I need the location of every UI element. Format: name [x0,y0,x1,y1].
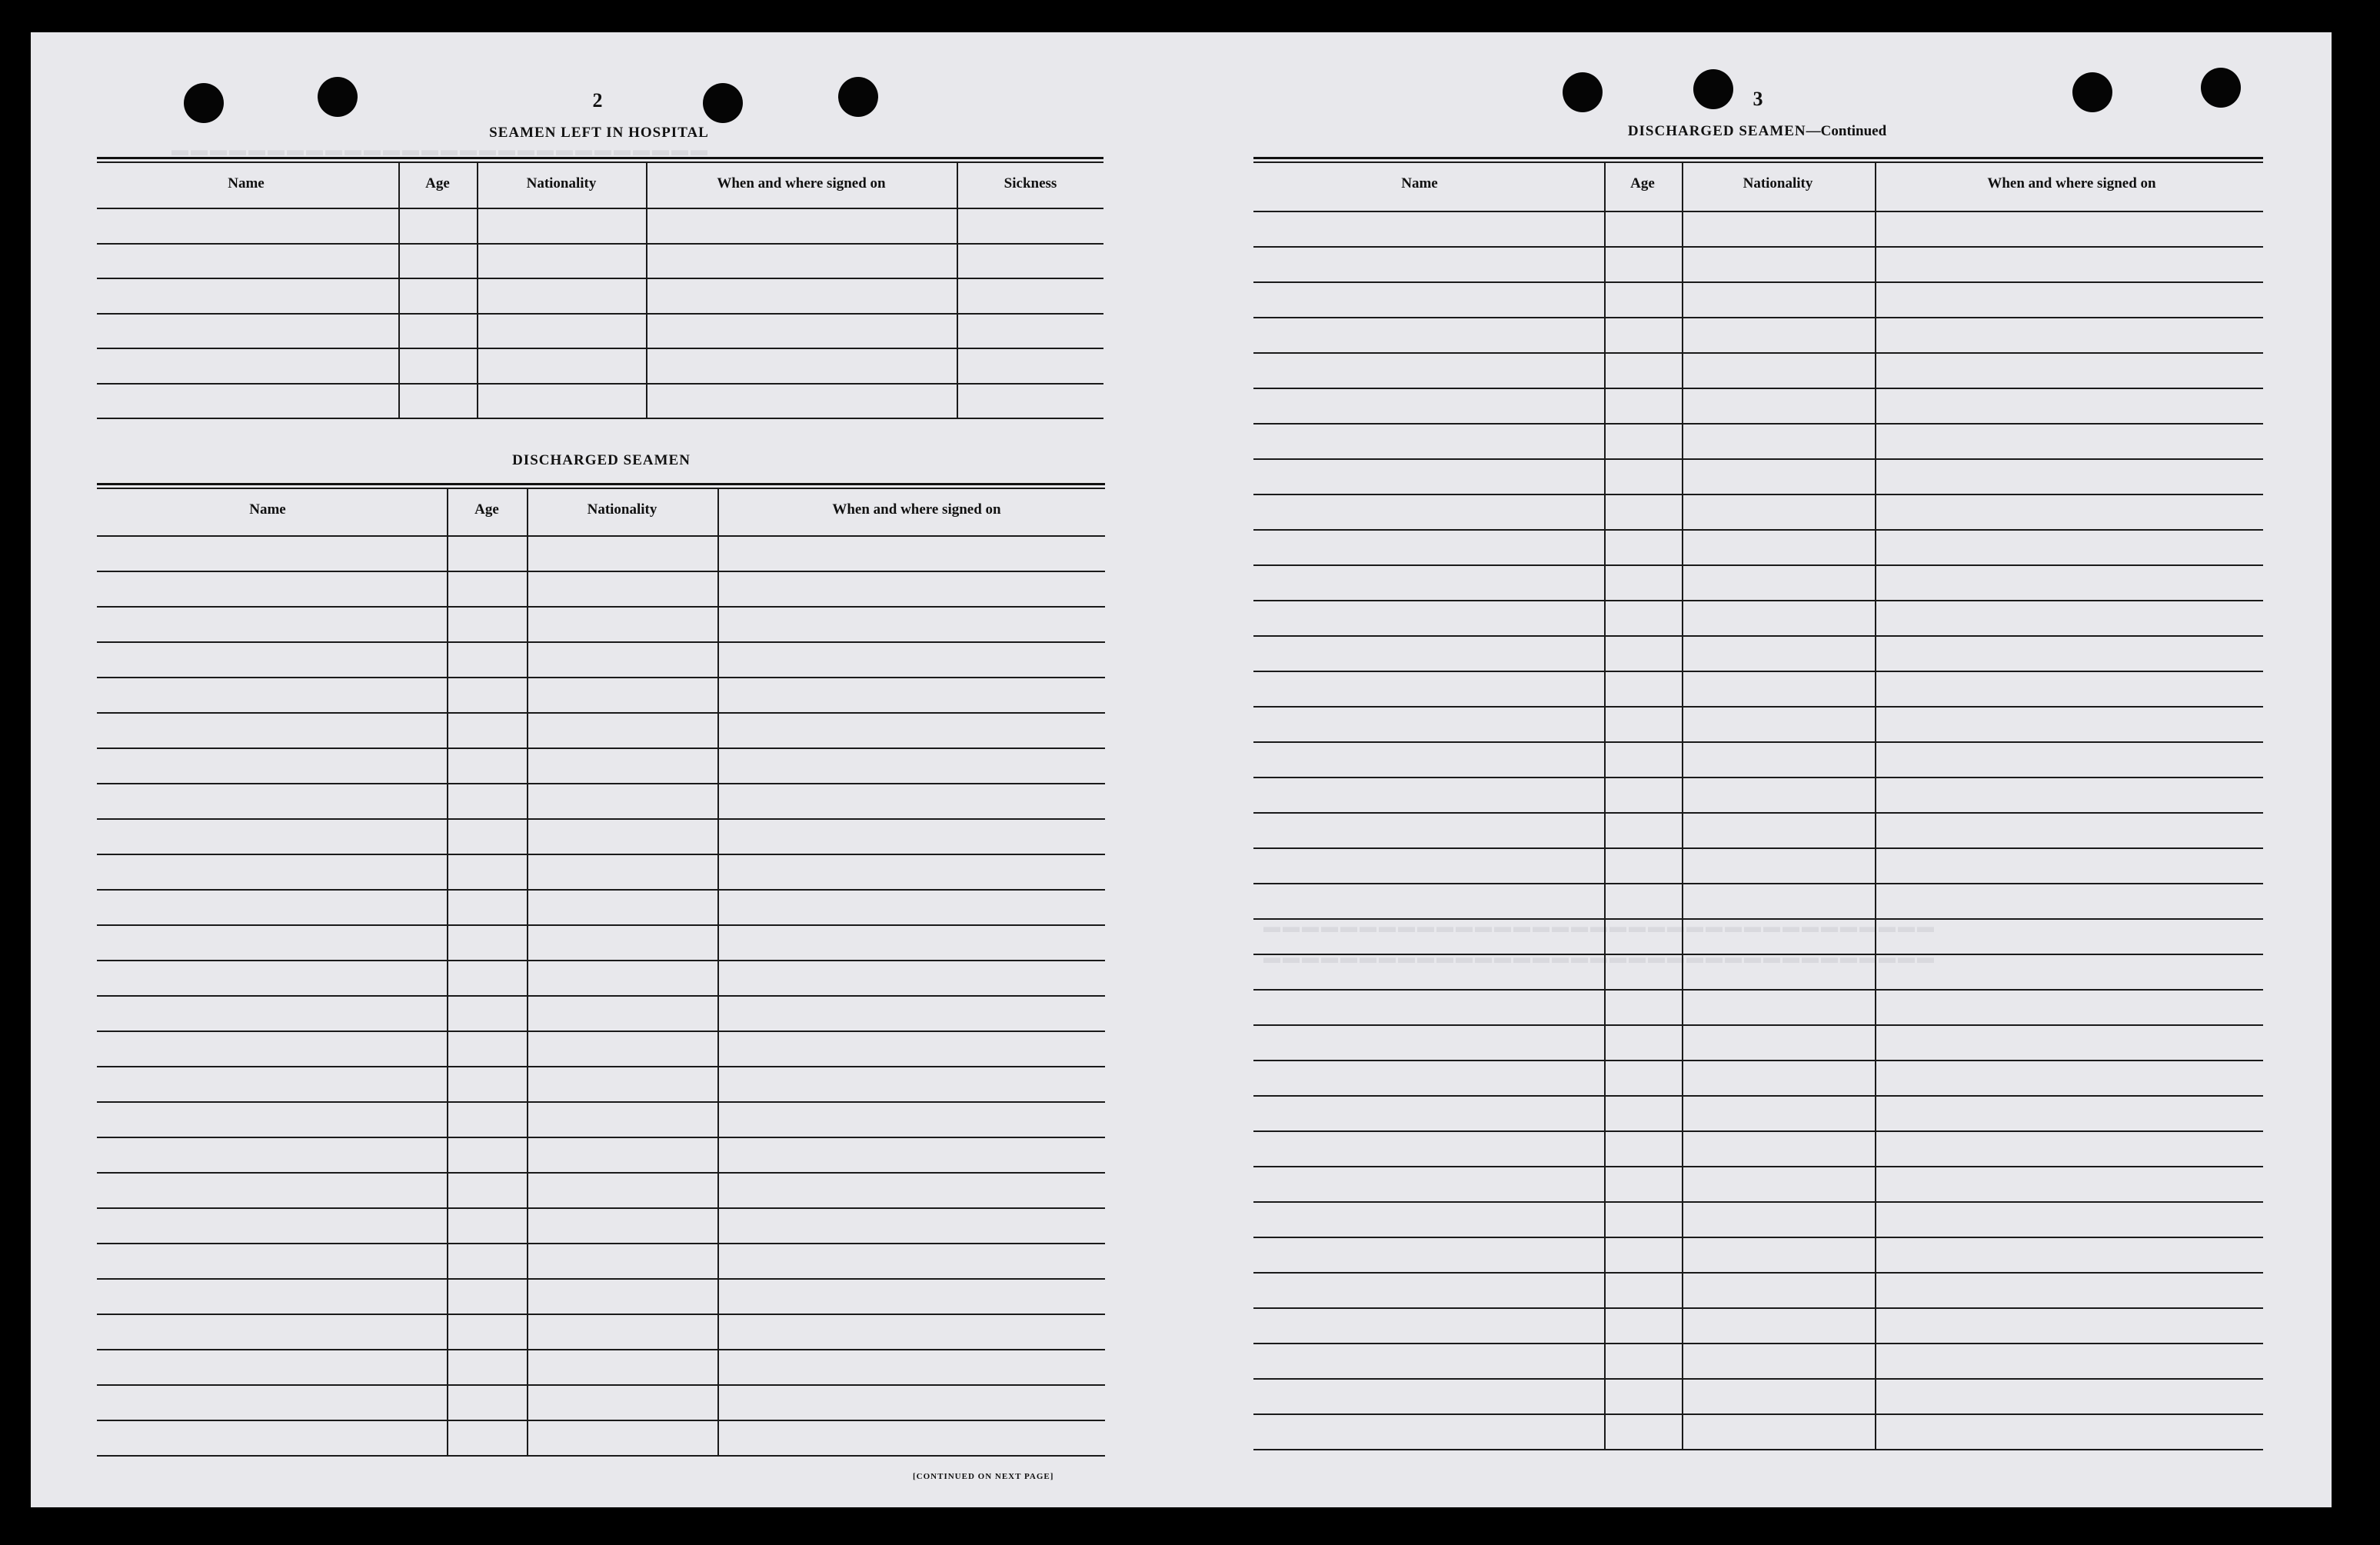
row-rule [1253,1378,2263,1380]
row-rule [97,1101,1105,1103]
table-top-rule [97,161,1103,163]
row-rule [97,1455,1105,1457]
row-rule [1253,812,2263,814]
row-rule [97,677,1105,678]
column-divider [1875,161,1876,1449]
column-divider [717,488,719,1455]
row-rule [97,278,1103,279]
row-rule [1253,564,2263,566]
row-rule [1253,1272,2263,1274]
row-rule [1253,989,2263,991]
row-rule [1253,423,2263,425]
row-rule [97,383,1103,385]
row-rule [97,818,1105,820]
column-header-sickness: Sickness [1004,175,1057,191]
row-rule [97,1384,1105,1386]
document-sheet [31,32,2332,1507]
row-rule [97,1349,1105,1350]
column-divider [1604,161,1606,1449]
row-rule [97,924,1105,926]
page-number-left: 2 [592,89,603,112]
row-rule [1253,671,2263,672]
column-header-name: Name [249,501,286,518]
header-rule [97,208,1103,209]
punch-hole [1693,69,1733,109]
row-rule [1253,1413,2263,1415]
row-rule [1253,1343,2263,1344]
row-rule [1253,529,2263,531]
discharged-continued-title-main: DISCHARGED SEAMEN [1627,123,1806,139]
row-rule [1253,847,2263,849]
header-rule [97,535,1105,537]
row-rule [97,748,1105,749]
table-top-rule [1253,161,2263,163]
bleed-through-mark: ▬▬▬▬▬▬▬▬▬▬▬▬▬▬▬▬▬▬▬▬▬▬▬▬▬▬▬▬ [169,140,707,159]
row-rule [97,995,1105,997]
column-header-nationality: Nationality [526,175,597,191]
bleed-through-mark: ▬▬▬▬▬▬▬▬▬▬▬▬▬▬▬▬▬▬▬▬▬▬▬▬▬▬▬▬▬▬▬▬▬▬▬ [1261,917,1934,936]
punch-hole [184,83,224,123]
row-rule [1253,918,2263,920]
table-top-rule [97,157,1103,159]
punch-hole [838,77,878,117]
column-header-age: Age [425,175,450,191]
row-rule [97,313,1103,315]
row-rule [97,854,1105,855]
row-rule [1253,458,2263,460]
hospital-section-title: SEAMEN LEFT IN HOSPITAL [489,125,709,141]
header-rule [1253,211,2263,212]
row-rule [97,889,1105,891]
column-header-name: Name [228,175,265,191]
row-rule [1253,1237,2263,1238]
row-rule [1253,281,2263,283]
row-rule [1253,317,2263,318]
row-rule [1253,494,2263,495]
punch-hole [2072,72,2112,112]
punch-hole [1563,72,1603,112]
bleed-through-mark: ▬▬▬▬▬▬▬▬▬▬▬▬▬▬▬▬▬▬▬▬▬▬▬▬▬▬▬▬▬▬▬▬▬▬▬ [1261,947,1934,967]
table-top-rule [1253,157,2263,159]
row-rule [1253,954,2263,955]
row-rule [97,1314,1105,1315]
row-rule [97,960,1105,961]
row-rule [97,1066,1105,1067]
row-rule [1253,1166,2263,1167]
row-rule [97,641,1105,643]
row-rule [1253,352,2263,354]
row-rule [1253,1201,2263,1203]
row-rule [97,243,1103,245]
row-rule [97,1031,1105,1032]
row-rule [97,571,1105,572]
discharged-section-title: DISCHARGED SEAMEN [512,452,691,468]
row-rule [1253,1449,2263,1450]
discharged-continued-title [1628,123,1886,140]
row-rule [1253,1307,2263,1309]
column-divider [477,161,478,418]
column-divider [527,488,528,1455]
row-rule [1253,388,2263,389]
column-divider [957,161,958,418]
discharged-continued-title-suffix: —Continued [1806,123,1887,139]
row-rule [1253,1095,2263,1097]
punch-hole [2201,68,2241,108]
column-header-nationality: Nationality [1743,175,1813,191]
punch-hole [703,83,743,123]
row-rule [97,783,1105,784]
column-header-name: Name [1401,175,1438,191]
row-rule [1253,883,2263,884]
table-top-rule [97,488,1105,489]
row-rule [97,1137,1105,1138]
column-header-age: Age [1630,175,1655,191]
table-top-rule [97,483,1105,485]
row-rule [97,348,1103,349]
row-rule [97,1172,1105,1174]
row-rule [1253,600,2263,601]
row-rule [1253,706,2263,708]
row-rule [97,1243,1105,1244]
column-divider [398,161,400,418]
row-rule [1253,741,2263,743]
row-rule [1253,1060,2263,1061]
row-rule [1253,246,2263,248]
row-rule [97,418,1103,419]
row-rule [1253,635,2263,637]
column-header-nationality: Nationality [587,501,657,518]
continued-footnote: [CONTINUED ON NEXT PAGE] [913,1472,1054,1481]
column-header-when-and-where-signed-on: When and where signed on [717,175,886,191]
row-rule [97,1278,1105,1280]
column-header-when-and-where-signed-on: When and where signed on [832,501,1001,518]
row-rule [97,712,1105,714]
punch-hole [318,77,358,117]
row-rule [1253,777,2263,778]
row-rule [97,1207,1105,1209]
column-divider [1682,161,1683,1449]
page-number-right: 3 [1753,88,1763,110]
column-divider [447,488,448,1455]
column-header-age: Age [474,501,499,518]
column-header-when-and-where-signed-on: When and where signed on [1987,175,2156,191]
row-rule [97,1420,1105,1421]
row-rule [97,606,1105,608]
row-rule [1253,1130,2263,1132]
row-rule [1253,1024,2263,1026]
column-divider [646,161,647,418]
